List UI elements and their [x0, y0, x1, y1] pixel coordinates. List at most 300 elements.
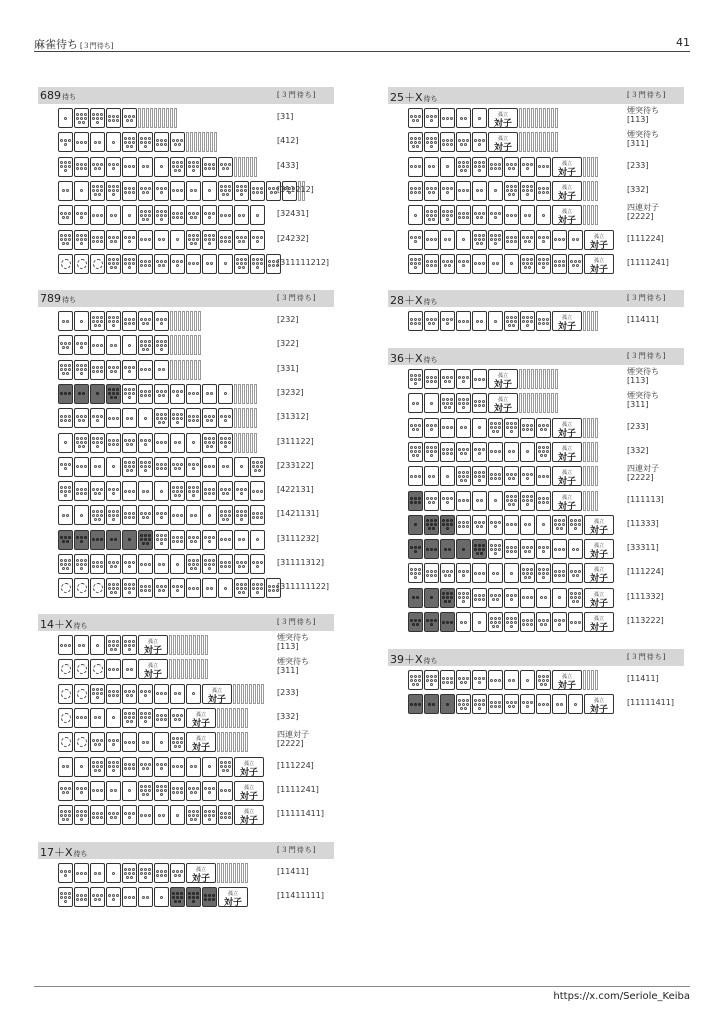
pin-tile — [106, 205, 121, 225]
pin-tile — [154, 132, 169, 152]
pin-tile — [106, 181, 121, 201]
hand-row — [58, 335, 334, 355]
tile-edge — [591, 466, 594, 486]
tile-edge — [583, 491, 586, 511]
pair-tile: 孤立 対子 — [584, 694, 614, 714]
pin-tile — [106, 635, 121, 655]
pin-tile — [138, 805, 153, 825]
tile-edge — [583, 418, 586, 438]
wait-pattern-label: 煙突待ち [113] — [627, 367, 659, 385]
hand-row — [408, 670, 684, 690]
pin-tile — [202, 205, 217, 225]
pin-tile — [218, 781, 233, 801]
pin-tile — [74, 181, 89, 201]
hand-row — [408, 694, 684, 714]
pin-tile — [58, 408, 73, 428]
pin-tile — [186, 230, 201, 250]
pin-tile — [58, 205, 73, 225]
pin-tile — [58, 635, 73, 655]
tile-edge — [587, 311, 590, 331]
pair-tile: 孤立 対子 — [234, 781, 264, 801]
pair-tile: 孤立 対子 — [186, 708, 216, 728]
tile-group — [408, 181, 599, 201]
pair-tile: 孤立 対子 — [488, 108, 518, 128]
pin-tile — [234, 578, 249, 598]
pin-tile — [440, 418, 455, 438]
pin-tile — [472, 157, 487, 177]
tile-edge — [206, 132, 209, 152]
pin-tile — [122, 708, 137, 728]
pin-tile — [186, 684, 201, 704]
tile-edge — [174, 108, 177, 128]
pair-tile: 孤立 対子 — [552, 491, 582, 511]
pin-tile — [186, 530, 201, 550]
tile-edge — [177, 659, 180, 679]
pin-tile — [122, 781, 137, 801]
section-title: 17＋X待ち — [40, 846, 88, 859]
pin-tile — [218, 408, 233, 428]
pin-tile — [74, 157, 89, 177]
pin-tile — [520, 254, 535, 274]
tile-edge — [138, 108, 141, 128]
tile-edge — [177, 635, 180, 655]
pin-tile — [74, 505, 89, 525]
hand-row — [58, 578, 334, 598]
tile-edge — [587, 157, 590, 177]
pin-tile — [488, 563, 503, 583]
wait-pattern-label: 煙突待ち [311] — [627, 130, 659, 149]
pin-tile — [170, 757, 185, 777]
hand-row — [58, 732, 334, 752]
pin-tile — [520, 563, 535, 583]
tile-edge — [154, 108, 157, 128]
pin-tile — [154, 732, 169, 752]
pin-tile — [488, 466, 503, 486]
tile-edge — [242, 433, 245, 453]
pin-tile — [74, 732, 89, 752]
pin-tile — [90, 659, 105, 679]
pin-tile — [536, 563, 551, 583]
pin-tile — [234, 530, 249, 550]
section-title: 14＋X待ち — [40, 618, 88, 631]
pin-tile — [536, 418, 551, 438]
pin-tile — [440, 108, 455, 128]
hand-row — [58, 554, 334, 574]
pin-tile — [504, 588, 519, 608]
wait-pattern-label: [331] — [277, 363, 299, 373]
pair-tile: 孤立 対子 — [202, 684, 232, 704]
pin-tile — [186, 205, 201, 225]
tile-group — [408, 539, 615, 559]
tile-edge — [535, 393, 538, 413]
section-category: [３門待ち] — [277, 846, 317, 854]
pin-tile — [58, 805, 73, 825]
hand-row — [408, 205, 684, 225]
pin-tile — [58, 384, 73, 404]
pin-tile — [138, 335, 153, 355]
tile-edge — [245, 684, 248, 704]
pin-tile — [74, 408, 89, 428]
pin-tile — [440, 442, 455, 462]
tile-edge — [225, 708, 228, 728]
pin-tile — [456, 694, 471, 714]
pin-tile — [154, 335, 169, 355]
tile-edge — [246, 433, 249, 453]
pin-tile — [106, 335, 121, 355]
tile-edge — [205, 635, 208, 655]
tile-edge — [250, 408, 253, 428]
pin-tile — [154, 863, 169, 883]
wait-pattern-label: [32431] — [277, 209, 309, 219]
pin-tile — [234, 181, 249, 201]
pin-tile — [154, 384, 169, 404]
pin-tile — [472, 466, 487, 486]
section — [38, 87, 334, 267]
tile-group — [58, 335, 202, 355]
pin-tile — [424, 694, 439, 714]
hand-row — [408, 442, 684, 462]
tile-edge — [543, 132, 546, 152]
pin-tile — [568, 694, 583, 714]
pin-tile — [90, 505, 105, 525]
section-header — [38, 290, 334, 307]
tile-edge — [249, 684, 252, 704]
tile-group — [58, 732, 249, 752]
pin-tile — [202, 481, 217, 501]
pin-tile — [440, 466, 455, 486]
footer-url[interactable]: https://x.com/Seriole_Keiba — [553, 991, 690, 1002]
tile-edge — [198, 335, 201, 355]
tile-edge — [225, 863, 228, 883]
tile-group — [408, 515, 615, 535]
pin-tile — [472, 515, 487, 535]
tile-edge — [595, 466, 598, 486]
pin-tile — [472, 694, 487, 714]
pin-tile — [552, 254, 567, 274]
wait-pattern-label: [1111241] — [627, 257, 669, 267]
pin-tile — [154, 360, 169, 380]
section-header — [388, 649, 684, 666]
pin-tile — [250, 457, 265, 477]
pin-tile — [552, 563, 567, 583]
pin-tile — [90, 230, 105, 250]
pin-tile — [170, 708, 185, 728]
tile-edge — [169, 635, 172, 655]
tile-edge — [194, 132, 197, 152]
wait-pattern-label: [311111122] — [277, 582, 330, 592]
pin-tile — [58, 505, 73, 525]
pin-tile — [186, 433, 201, 453]
pin-tile — [186, 887, 201, 907]
pin-tile — [552, 694, 567, 714]
pin-tile — [74, 708, 89, 728]
wait-pattern-label: [11411] — [627, 315, 659, 324]
tile-group — [58, 530, 266, 550]
pin-tile — [520, 157, 535, 177]
pin-tile — [536, 230, 551, 250]
section — [388, 87, 684, 275]
pin-tile — [202, 757, 217, 777]
pin-tile — [122, 132, 137, 152]
pin-tile — [170, 684, 185, 704]
tile-edge — [197, 659, 200, 679]
tile-edge — [246, 157, 249, 177]
pin-tile — [440, 254, 455, 274]
pin-tile — [568, 539, 583, 559]
section-header — [38, 842, 334, 859]
pin-tile — [504, 181, 519, 201]
pin-tile — [138, 311, 153, 331]
wait-pattern-label: [11111411] — [627, 698, 674, 708]
tile-edge — [217, 708, 220, 728]
tile-edge — [241, 708, 244, 728]
hand-row — [58, 530, 334, 550]
tile-edge — [245, 708, 248, 728]
tile-edge — [535, 369, 538, 389]
pin-tile — [218, 481, 233, 501]
tile-edge — [583, 442, 586, 462]
pin-tile — [74, 887, 89, 907]
pair-tile: 孤立 対子 — [552, 466, 582, 486]
wait-pattern-label: 四連対子 [2222] — [277, 730, 309, 749]
pin-tile — [218, 230, 233, 250]
hand-row — [58, 684, 334, 704]
pin-tile — [90, 757, 105, 777]
pin-tile — [488, 157, 503, 177]
tile-edge — [587, 418, 590, 438]
section-title: 689待ち — [40, 89, 76, 102]
wait-pattern-label: [412] — [277, 136, 299, 146]
tile-edge — [217, 732, 220, 752]
pin-tile — [170, 578, 185, 598]
pair-tile: 孤立 対子 — [552, 181, 582, 201]
pin-tile — [202, 578, 217, 598]
pin-tile — [122, 254, 137, 274]
pin-tile — [456, 491, 471, 511]
wait-pattern-label: [33311] — [627, 543, 659, 553]
pin-tile — [472, 108, 487, 128]
wait-pattern-label: [3111232] — [277, 533, 319, 543]
pin-tile — [456, 466, 471, 486]
hand-row — [58, 181, 334, 201]
pin-tile — [504, 491, 519, 511]
tile-edge — [551, 369, 554, 389]
pin-tile — [90, 732, 105, 752]
pin-tile — [424, 205, 439, 225]
pin-tile — [74, 457, 89, 477]
pin-tile — [568, 612, 583, 632]
pair-tile: 孤立 対子 — [584, 254, 614, 274]
tile-edge — [245, 732, 248, 752]
tile-group — [58, 684, 265, 704]
pin-tile — [440, 563, 455, 583]
pin-tile — [58, 108, 73, 128]
pin-tile — [472, 539, 487, 559]
pin-tile — [74, 205, 89, 225]
tile-edge — [229, 863, 232, 883]
pin-tile — [488, 670, 503, 690]
pin-tile — [456, 612, 471, 632]
pin-tile — [186, 781, 201, 801]
tile-edge — [173, 635, 176, 655]
pin-tile — [472, 181, 487, 201]
pin-tile — [488, 588, 503, 608]
tile-group — [58, 132, 218, 152]
tile-edge — [595, 157, 598, 177]
pin-tile — [408, 694, 423, 714]
section-header — [388, 348, 684, 365]
hand-row — [58, 360, 334, 380]
pin-tile — [170, 732, 185, 752]
tile-edge — [595, 311, 598, 331]
tile-edge — [531, 132, 534, 152]
pair-tile: 孤立 対子 — [488, 369, 518, 389]
tile-edge — [178, 360, 181, 380]
wait-pattern-label: 四連対子 [2222] — [627, 464, 659, 483]
pin-tile — [90, 805, 105, 825]
tile-group — [58, 108, 178, 128]
section-title: 36＋X待ち — [390, 352, 438, 365]
pin-tile — [154, 781, 169, 801]
pin-tile — [202, 781, 217, 801]
pair-tile: 孤立 対子 — [488, 132, 518, 152]
tile-edge — [198, 360, 201, 380]
pin-tile — [90, 635, 105, 655]
pin-tile — [424, 157, 439, 177]
pin-tile — [440, 588, 455, 608]
pin-tile — [106, 781, 121, 801]
pin-tile — [90, 684, 105, 704]
pin-tile — [138, 157, 153, 177]
pin-tile — [424, 539, 439, 559]
tile-edge — [595, 442, 598, 462]
tile-edge — [254, 408, 257, 428]
section-header — [388, 87, 684, 104]
section-category: [３門待ち] — [277, 294, 317, 302]
tile-edge — [170, 108, 173, 128]
pin-tile — [504, 539, 519, 559]
tile-edge — [238, 384, 241, 404]
pin-tile — [520, 205, 535, 225]
pin-tile — [218, 205, 233, 225]
pin-tile — [440, 132, 455, 152]
pin-tile — [170, 863, 185, 883]
pin-tile — [138, 757, 153, 777]
tile-edge — [591, 157, 594, 177]
pin-tile — [122, 384, 137, 404]
tile-edge — [194, 360, 197, 380]
wait-pattern-label: 煙突待ち [311] — [277, 657, 309, 676]
pin-tile — [218, 805, 233, 825]
pin-tile — [90, 335, 105, 355]
wait-pattern-label: [3232] — [277, 387, 304, 397]
pin-tile — [520, 418, 535, 438]
pin-tile — [90, 254, 105, 274]
tile-edge — [190, 335, 193, 355]
hand-row — [58, 408, 334, 428]
pin-tile — [520, 515, 535, 535]
pin-tile — [202, 384, 217, 404]
tile-group — [58, 505, 266, 525]
pin-tile — [138, 530, 153, 550]
pin-tile — [424, 181, 439, 201]
pin-tile — [58, 708, 73, 728]
tile-edge — [234, 408, 237, 428]
pin-tile — [106, 481, 121, 501]
tile-edge — [225, 732, 228, 752]
pin-tile — [74, 659, 89, 679]
pin-tile — [138, 732, 153, 752]
pin-tile — [138, 684, 153, 704]
wait-pattern-label: [311111212] — [277, 257, 330, 267]
pin-tile — [408, 418, 423, 438]
pair-tile: 孤立 対子 — [488, 393, 518, 413]
pair-tile: 孤立 対子 — [186, 863, 216, 883]
pin-tile — [234, 505, 249, 525]
hand-row — [58, 659, 334, 679]
pin-tile — [90, 457, 105, 477]
tile-edge — [547, 108, 550, 128]
pin-tile — [504, 515, 519, 535]
tile-edge — [241, 863, 244, 883]
tile-edge — [527, 132, 530, 152]
pin-tile — [138, 554, 153, 574]
pin-tile — [74, 635, 89, 655]
pin-tile — [250, 254, 265, 274]
pin-tile — [504, 670, 519, 690]
pin-tile — [536, 442, 551, 462]
tile-edge — [591, 491, 594, 511]
tile-edge — [539, 393, 542, 413]
pin-tile — [106, 408, 121, 428]
pin-tile — [138, 887, 153, 907]
hand-row — [408, 466, 684, 486]
tile-edge — [198, 311, 201, 331]
tile-edge — [202, 132, 205, 152]
hand-row — [58, 505, 334, 525]
tile-edge — [229, 732, 232, 752]
pin-tile — [456, 230, 471, 250]
hand-row — [58, 863, 334, 883]
pin-tile — [122, 408, 137, 428]
tile-edge — [238, 408, 241, 428]
pin-tile — [122, 360, 137, 380]
tile-edge — [169, 659, 172, 679]
pin-tile — [456, 311, 471, 331]
pin-tile — [234, 554, 249, 574]
pin-tile — [106, 254, 121, 274]
pin-tile — [58, 230, 73, 250]
hand-row — [58, 157, 334, 177]
pin-tile — [186, 805, 201, 825]
pin-tile — [440, 515, 455, 535]
hand-row — [408, 515, 684, 535]
pin-tile — [520, 181, 535, 201]
hand-row — [408, 612, 684, 632]
pin-tile — [90, 481, 105, 501]
pin-tile — [170, 408, 185, 428]
wait-pattern-label: [433] — [277, 160, 299, 170]
pin-tile — [424, 563, 439, 583]
hand-row — [408, 254, 684, 274]
pin-tile — [520, 588, 535, 608]
tile-edge — [237, 684, 240, 704]
pin-tile — [138, 360, 153, 380]
pin-tile — [250, 181, 265, 201]
tile-edge — [174, 335, 177, 355]
pin-tile — [472, 132, 487, 152]
pin-tile — [154, 554, 169, 574]
